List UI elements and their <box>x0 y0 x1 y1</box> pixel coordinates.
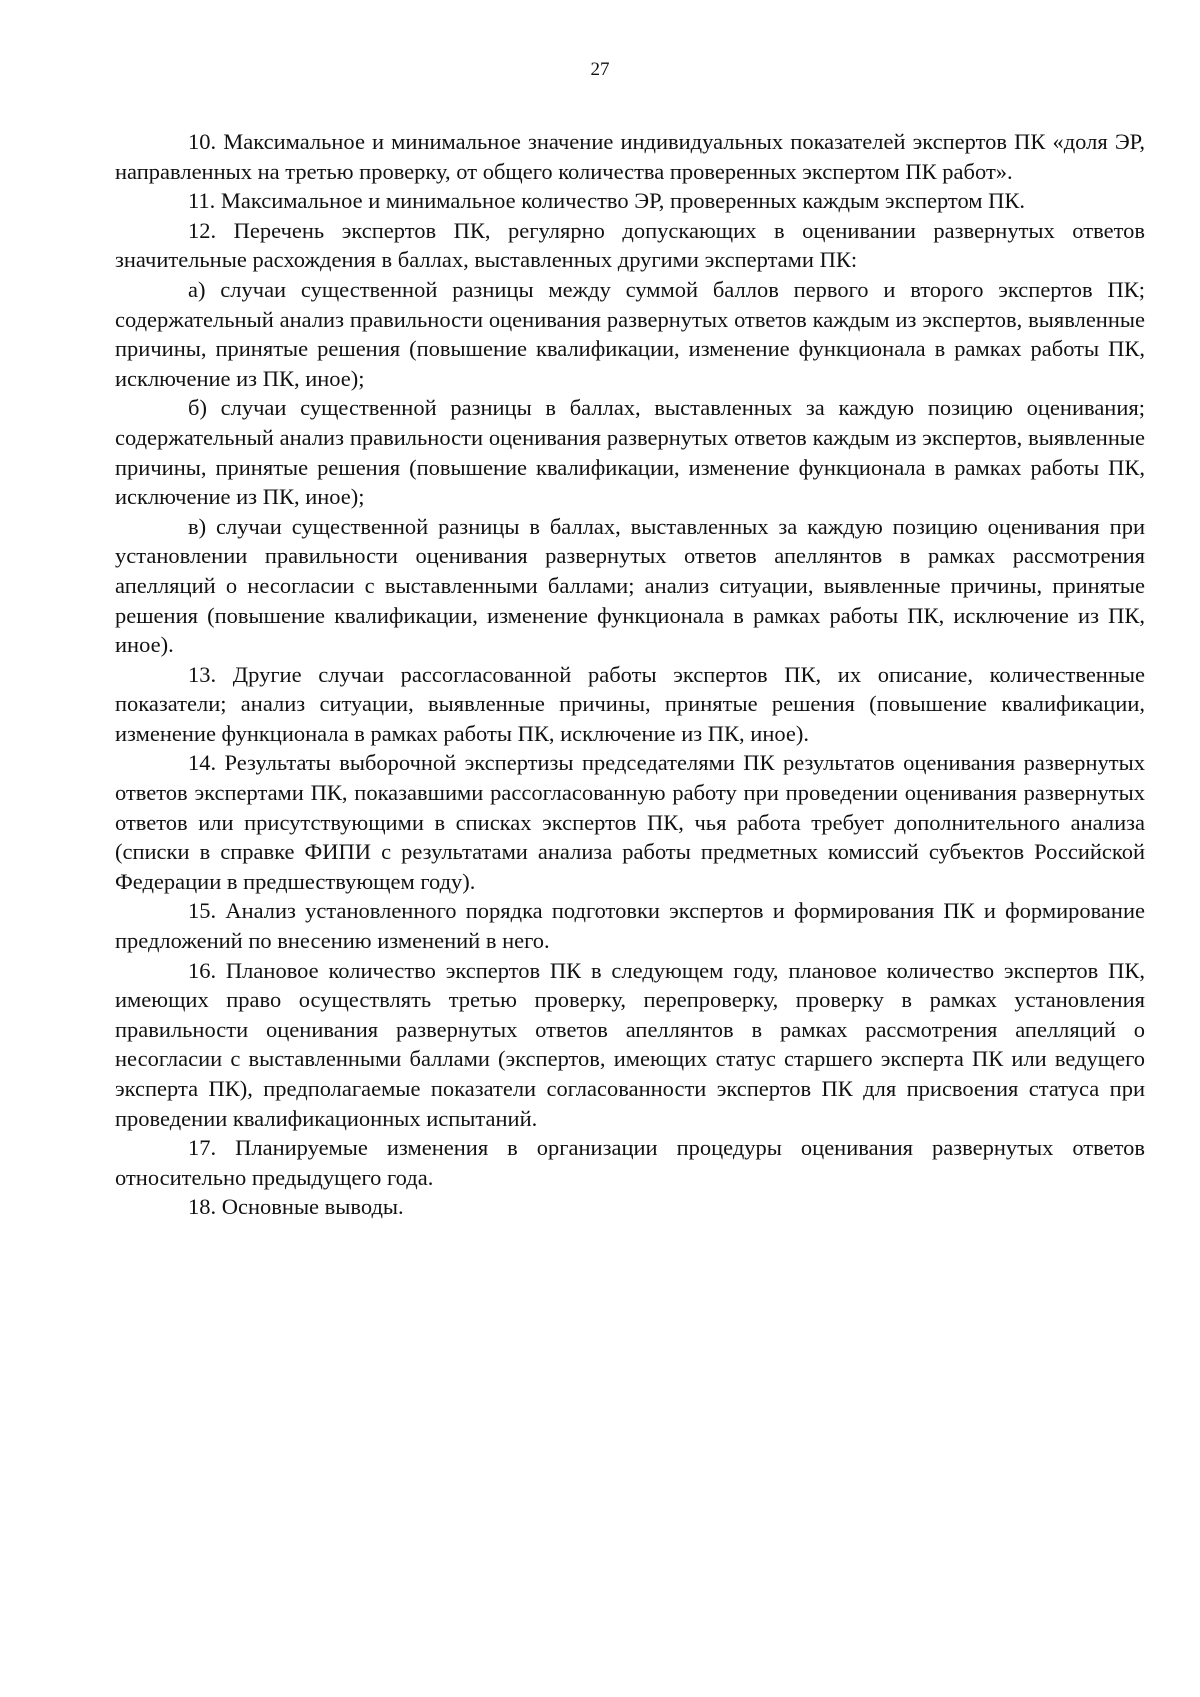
sub-item: б) случаи существенной разницы в баллах, выставленных за каждую позицию оценивания; содержательный анализ правильности оценивания развернутых ответов каждым из экспертов, выявленные причины, принятые решения (повышение квалификации, изменение функционала в рамках работы ПК, исключение из ПК, иное); <box>115 395 1145 510</box>
list-item: 11. Максимальное и минимальное количество ЭР, проверенных каждым экспертом ПК. <box>188 188 1026 214</box>
list-item: 16. Плановое количество экспертов ПК в следующем году, плановое количество экспертов ПК, имеющих право осуществлять третью проверку, перепроверку, проверку в рамках установления правильности оценивания развернутых ответов апеллянтов в рамках рассмотрения апелляций о несогласии с выставленными баллами (экспертов, имеющих статус старшего эксперта ПК или ведущего эксперта ПК), предполагаемые показатели согласованности экспертов ПК для присвоения статуса при проведении квалификационных испытаний. <box>115 957 1145 1131</box>
list-item: 13. Другие случаи рассогласованной работы экспертов ПК, их описание, количественные показатели; анализ ситуации, выявленные причины, принятые решения (повышение квалификации, изменение функционала в рамках работы ПК, исключение из ПК, иное). <box>115 661 1145 746</box>
sub-item: в) случаи существенной разницы в баллах, выставленных за каждую позицию оценивания при установлении правильности оценивания развернутых ответов апеллянтов в рамках рассмотрения апелляций о несогласии с выставленными баллами; анализ ситуации, выявленные причины, принятые решения (повышение квалификации, изменение функционала в рамках работы ПК, исключение из ПК, иное). <box>115 513 1145 658</box>
page-number: 27 <box>590 59 610 80</box>
list-item: 17. Планируемые изменения в организации процедуры оценивания развернутых ответов относительно предыдущего года. <box>115 1135 1145 1190</box>
sub-item: а) случаи существенной разницы между суммой баллов первого и второго экспертов ПК; содержательный анализ правильности оценивания развернутых ответов каждым из экспертов, выявленные причины, принятые решения (повышение квалификации, изменение функционала в рамках работы ПК, исключение из ПК, иное); <box>115 276 1145 391</box>
list-item: 14. Результаты выборочной экспертизы председателями ПК результатов оценивания развернутых ответов экспертами ПК, показавшими рассогласованную работу при проведении оценивания развернутых ответов или присутствующими в списках экспертов ПК, чья работа требует дополнительного анализа (списки в справке ФИПИ с результатами анализа работы предметных комиссий субъектов Российской Федерации в предшествующем году). <box>115 750 1145 894</box>
list-item: 15. Анализ установленного порядка подготовки экспертов и формирования ПК и формирование предложений по внесению изменений в него. <box>115 898 1145 954</box>
list-item: 10. Максимальное и минимальное значение индивидуальных показателей экспертов ПК «доля ЭР, направленных на третью проверку, от общего количества проверенных экспертом ПК работ». <box>115 129 1145 184</box>
list-item: 18. Основные выводы. <box>188 1194 404 1220</box>
list-item: 12. Перечень экспертов ПК, регулярно допускающих в оценивании развернутых ответов значительные расхождения в баллах, выставленных другими экспертами ПК: <box>115 217 1145 273</box>
document-body <box>115 127 1145 1222</box>
